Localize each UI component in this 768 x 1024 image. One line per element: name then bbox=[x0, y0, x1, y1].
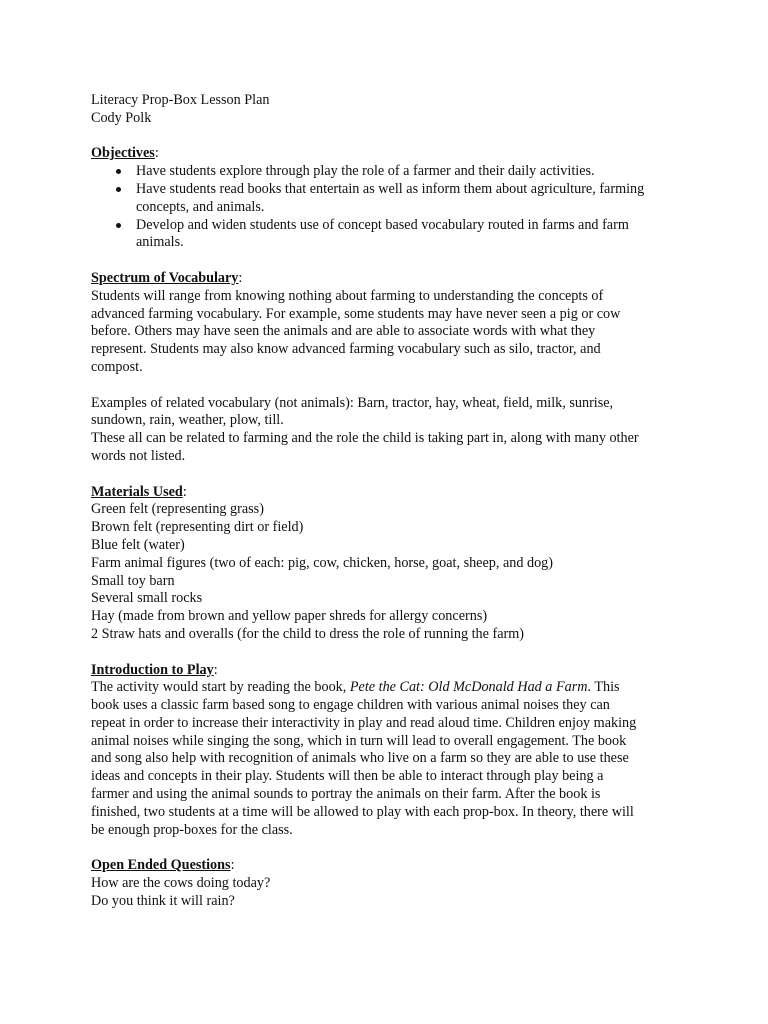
document-title: Literacy Prop-Box Lesson Plan bbox=[91, 92, 270, 108]
material-item: Brown felt (representing dirt or field) bbox=[91, 519, 304, 536]
paragraph-line: sundown, rain, weather, plow, till. bbox=[91, 412, 284, 429]
spacer bbox=[91, 466, 691, 484]
intro-colon: : bbox=[213, 661, 218, 678]
material-item: Green felt (representing grass) bbox=[91, 501, 264, 518]
material-item: Farm animal figures (two of each: pig, cow, chicken, horse, goat, sheep, and dog) bbox=[91, 554, 554, 571]
bullet-icon bbox=[116, 223, 121, 228]
spectrum-heading: Spectrum of Vocabulary bbox=[91, 269, 239, 286]
paragraph-line: words not listed. bbox=[91, 447, 186, 464]
materials-heading: Materials Used bbox=[91, 483, 183, 500]
question-item: How are the cows doing today? bbox=[91, 875, 271, 892]
objective-text: animals. bbox=[136, 234, 184, 251]
objectives-colon: : bbox=[154, 145, 159, 162]
intro-heading-line bbox=[91, 662, 691, 680]
paragraph-line bbox=[91, 679, 691, 697]
objective-item bbox=[91, 181, 691, 217]
paragraph-line: compost. bbox=[91, 358, 143, 375]
material-item: Several small rocks bbox=[91, 590, 203, 607]
document-author: Cody Polk bbox=[91, 109, 152, 126]
paragraph-line: repeat in order to increase their interactivity in play and read aloud time. Children enjoy making bbox=[91, 714, 637, 731]
questions-colon: : bbox=[230, 857, 235, 874]
objective-item bbox=[91, 217, 691, 253]
objective-item bbox=[91, 163, 691, 181]
spacer bbox=[91, 377, 691, 395]
materials-list bbox=[91, 501, 691, 643]
paragraph-line: animal noises while singing the song, which in turn will lead to overall engagement. The book bbox=[91, 732, 627, 749]
spacer bbox=[91, 839, 691, 857]
material-item: Small toy barn bbox=[91, 572, 175, 589]
objective-text: Have students read books that entertain as well as inform them about agriculture, farming bbox=[136, 180, 645, 197]
objectives-list bbox=[91, 163, 691, 252]
spacer bbox=[91, 128, 691, 146]
spacer bbox=[91, 644, 691, 662]
questions-heading: Open Ended Questions bbox=[91, 857, 231, 874]
paragraph-line: finished, two students at a time will be allowed to play with each prop-box. In theory, there will bbox=[91, 803, 634, 820]
spectrum-paragraph bbox=[91, 288, 691, 377]
paragraph-line: farmer and using the animal sounds to portray the animals on their farm. After the book is bbox=[91, 786, 601, 803]
examples-paragraph bbox=[91, 395, 691, 466]
bullet-icon bbox=[116, 187, 121, 192]
paragraph-line: before. Others may have seen the animals and are able to associate words with what they bbox=[91, 323, 596, 340]
paragraph-line: ideas and concepts in their play. Students will then be able to interact through play being a bbox=[91, 768, 604, 785]
question-item: Do you think it will rain? bbox=[91, 892, 235, 909]
paragraph-line: be enough prop-boxes for the class. bbox=[91, 821, 293, 838]
spacer bbox=[91, 252, 691, 270]
questions-list bbox=[91, 875, 691, 911]
paragraph-line: advanced farming vocabulary. For example, some students may have never seen a pig or cow bbox=[91, 305, 621, 322]
objectives-heading-line bbox=[91, 145, 691, 163]
paragraph-line: These all can be related to farming and the role the child is taking part in, along with many other bbox=[91, 430, 639, 447]
material-item: Hay (made from brown and yellow paper shreds for allergy concerns) bbox=[91, 608, 488, 625]
paragraph-line: Students will range from knowing nothing about farming to understanding the concepts of bbox=[91, 287, 604, 304]
spectrum-colon: : bbox=[238, 269, 243, 286]
objective-text: concepts, and animals. bbox=[136, 198, 265, 215]
objective-text: Develop and widen students use of concept based vocabulary routed in farms and farm bbox=[136, 216, 629, 233]
intro-heading: Introduction to Play bbox=[91, 661, 214, 678]
spectrum-heading-line bbox=[91, 270, 691, 288]
paragraph-line: and song also help with recognition of animals who live on a farm so they are able to use these bbox=[91, 750, 629, 767]
paragraph-line: book uses a classic farm based song to engage children with various animal noises they can bbox=[91, 697, 610, 714]
bullet-icon bbox=[116, 169, 121, 174]
questions-heading-line bbox=[91, 857, 691, 875]
objectives-heading: Objectives bbox=[91, 145, 155, 162]
materials-heading-line bbox=[91, 484, 691, 502]
materials-colon: : bbox=[182, 483, 187, 500]
document-page bbox=[91, 92, 691, 911]
paragraph-line: represent. Students may also know advanced farming vocabulary such as silo, tractor, and bbox=[91, 341, 601, 358]
objective-text: Have students explore through play the role of a farmer and their daily activities. bbox=[136, 163, 595, 180]
material-item: Blue felt (water) bbox=[91, 536, 185, 553]
intro-paragraph bbox=[91, 679, 691, 839]
paragraph-line: Examples of related vocabulary (not animals): Barn, tractor, hay, wheat, field, milk, sunrise, bbox=[91, 394, 614, 411]
intro-text-pre: The activity would start by reading the book, bbox=[91, 679, 350, 696]
intro-text-post: . This bbox=[587, 679, 620, 696]
book-title: Pete the Cat: Old McDonald Had a Farm bbox=[349, 679, 588, 696]
material-item: 2 Straw hats and overalls (for the child to dress the role of running the farm) bbox=[91, 625, 524, 642]
